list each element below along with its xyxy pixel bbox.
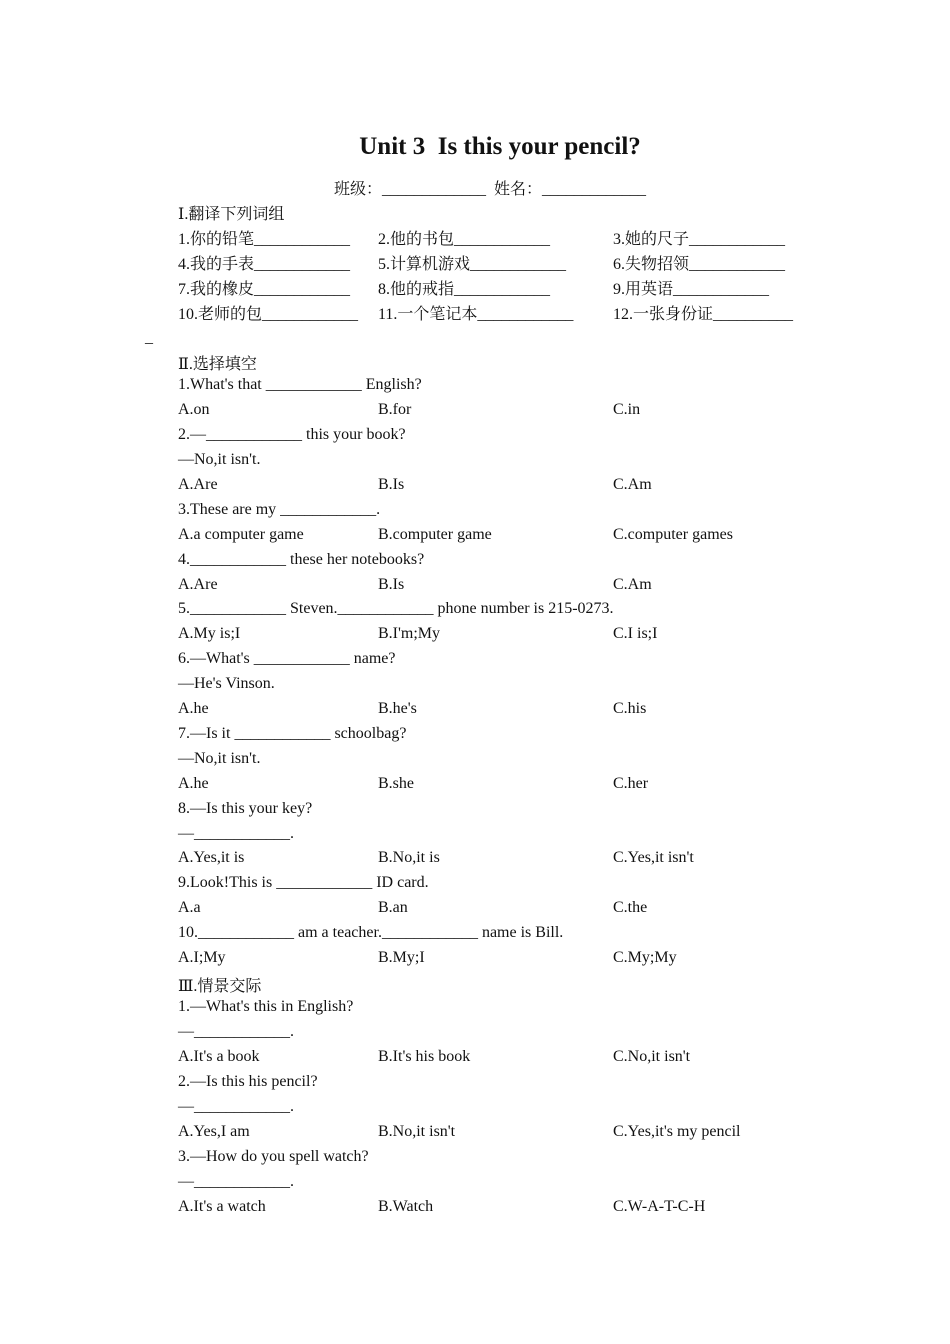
option-c: C.her — [613, 775, 649, 792]
option-b: B.an — [378, 899, 408, 916]
option-c: C.Am — [613, 576, 652, 593]
class-name-line: 班级：_____________ 姓名：_____________ — [333, 181, 646, 198]
vocab-row — [0, 276, 950, 301]
question-reply: —____________. — [178, 1098, 294, 1115]
option-b: B.she — [378, 775, 414, 792]
option-b: B.computer game — [378, 526, 492, 543]
option-a: A.Yes,I am — [178, 1123, 250, 1140]
vocab-row — [0, 226, 950, 251]
vocab-item: 7.我的橡皮____________ — [178, 281, 351, 298]
option-b: B.No,it isn't — [378, 1123, 456, 1140]
option-c: C.the — [613, 899, 648, 916]
vocab-item: 5.计算机游戏____________ — [378, 256, 567, 273]
question-text: 3.—How do you spell watch? — [178, 1148, 369, 1165]
section-1-heading: Ⅰ.翻译下列词组 — [178, 206, 285, 223]
option-c: C.his — [613, 700, 647, 717]
option-a: A.I;My — [178, 949, 226, 966]
option-a: A.Are — [178, 476, 218, 493]
stray-underscore: _ — [145, 329, 153, 346]
vocab-item: 2.他的书包____________ — [378, 231, 551, 248]
vocab-row — [0, 301, 950, 326]
question-text: 8.—Is this your key? — [178, 800, 313, 817]
question-text: 6.—What's ____________ name? — [178, 650, 396, 667]
option-a: A.a — [178, 899, 201, 916]
option-c: C.in — [613, 401, 641, 418]
options-row — [0, 1048, 950, 1073]
question-reply: —No,it isn't. — [178, 750, 261, 767]
option-b: B.Watch — [378, 1198, 434, 1215]
option-a: A.Are — [178, 576, 218, 593]
option-a: A.Yes,it is — [178, 849, 245, 866]
question-text: 5.____________ Steven.____________ phone number is 215-0273. — [178, 600, 614, 617]
question-text: 3.These are my ____________. — [178, 501, 381, 518]
option-c: C.Yes,it isn't — [613, 849, 694, 866]
question-text: 9.Look!This is ____________ ID card. — [178, 874, 429, 891]
question-text: 7.—Is it ____________ schoolbag? — [178, 725, 407, 742]
option-c: C.My;My — [613, 949, 677, 966]
question-reply: —He's Vinson. — [178, 675, 275, 692]
option-b: B.Is — [378, 576, 405, 593]
vocab-item: 4.我的手表____________ — [178, 256, 351, 273]
options-row — [0, 401, 950, 426]
option-b: B.It's his book — [378, 1048, 471, 1065]
question-reply: —No,it isn't. — [178, 451, 261, 468]
vocab-item: 12.一张身份证__________ — [613, 306, 794, 323]
option-b: B.for — [378, 401, 412, 418]
option-c: C.Yes,it's my pencil — [613, 1123, 741, 1140]
options-row — [0, 1198, 950, 1223]
vocab-item: 6.失物招领____________ — [613, 256, 786, 273]
question-reply: —____________. — [178, 825, 294, 842]
options-row — [0, 899, 950, 924]
option-c: C.Am — [613, 476, 652, 493]
vocab-item: 1.你的铅笔____________ — [178, 231, 351, 248]
option-a: A.a computer game — [178, 526, 304, 543]
option-b: B.he's — [378, 700, 417, 717]
option-c: C.I is;I — [613, 625, 658, 642]
question-text: 10.____________ am a teacher.____________ name is Bill. — [178, 924, 564, 941]
vocab-item: 9.用英语____________ — [613, 281, 770, 298]
vocab-row — [0, 251, 950, 276]
option-a: A.It's a book — [178, 1048, 260, 1065]
vocab-item: 3.她的尺子____________ — [613, 231, 786, 248]
vocab-item: 11.一个笔记本____________ — [378, 306, 574, 323]
question-text: 1.—What's this in English? — [178, 998, 354, 1015]
option-b: B.My;I — [378, 949, 425, 966]
options-row — [0, 949, 950, 974]
worksheet-title: Unit 3 Is this your pencil? — [359, 133, 641, 160]
option-c: C.No,it isn't — [613, 1048, 691, 1065]
option-b: B.No,it is — [378, 849, 440, 866]
question-text: 4.____________ these her notebooks? — [178, 551, 425, 568]
option-a: A.he — [178, 700, 209, 717]
option-a: A.It's a watch — [178, 1198, 266, 1215]
option-c: C.W-A-T-C-H — [613, 1198, 706, 1215]
vocab-item: 8.他的戒指____________ — [378, 281, 551, 298]
option-b: B.I'm;My — [378, 625, 440, 642]
options-row — [0, 576, 950, 601]
options-row — [0, 476, 950, 501]
vocab-item: 10.老师的包____________ — [178, 306, 359, 323]
option-a: A.My is;I — [178, 625, 241, 642]
option-a: A.on — [178, 401, 210, 418]
options-row — [0, 1123, 950, 1148]
options-row — [0, 700, 950, 725]
section-2-heading: Ⅱ.选择填空 — [178, 356, 257, 373]
question-text: 2.—____________ this your book? — [178, 426, 406, 443]
option-a: A.he — [178, 775, 209, 792]
question-text: 1.What's that ____________ English? — [178, 376, 422, 393]
options-row — [0, 775, 950, 800]
option-b: B.Is — [378, 476, 405, 493]
question-reply: —____________. — [178, 1023, 294, 1040]
section-3-heading: Ⅲ.情景交际 — [178, 978, 262, 995]
question-text: 2.—Is this his pencil? — [178, 1073, 318, 1090]
options-row — [0, 526, 950, 551]
options-row — [0, 625, 950, 650]
options-row — [0, 849, 950, 874]
question-reply: —____________. — [178, 1173, 294, 1190]
option-c: C.computer games — [613, 526, 733, 543]
